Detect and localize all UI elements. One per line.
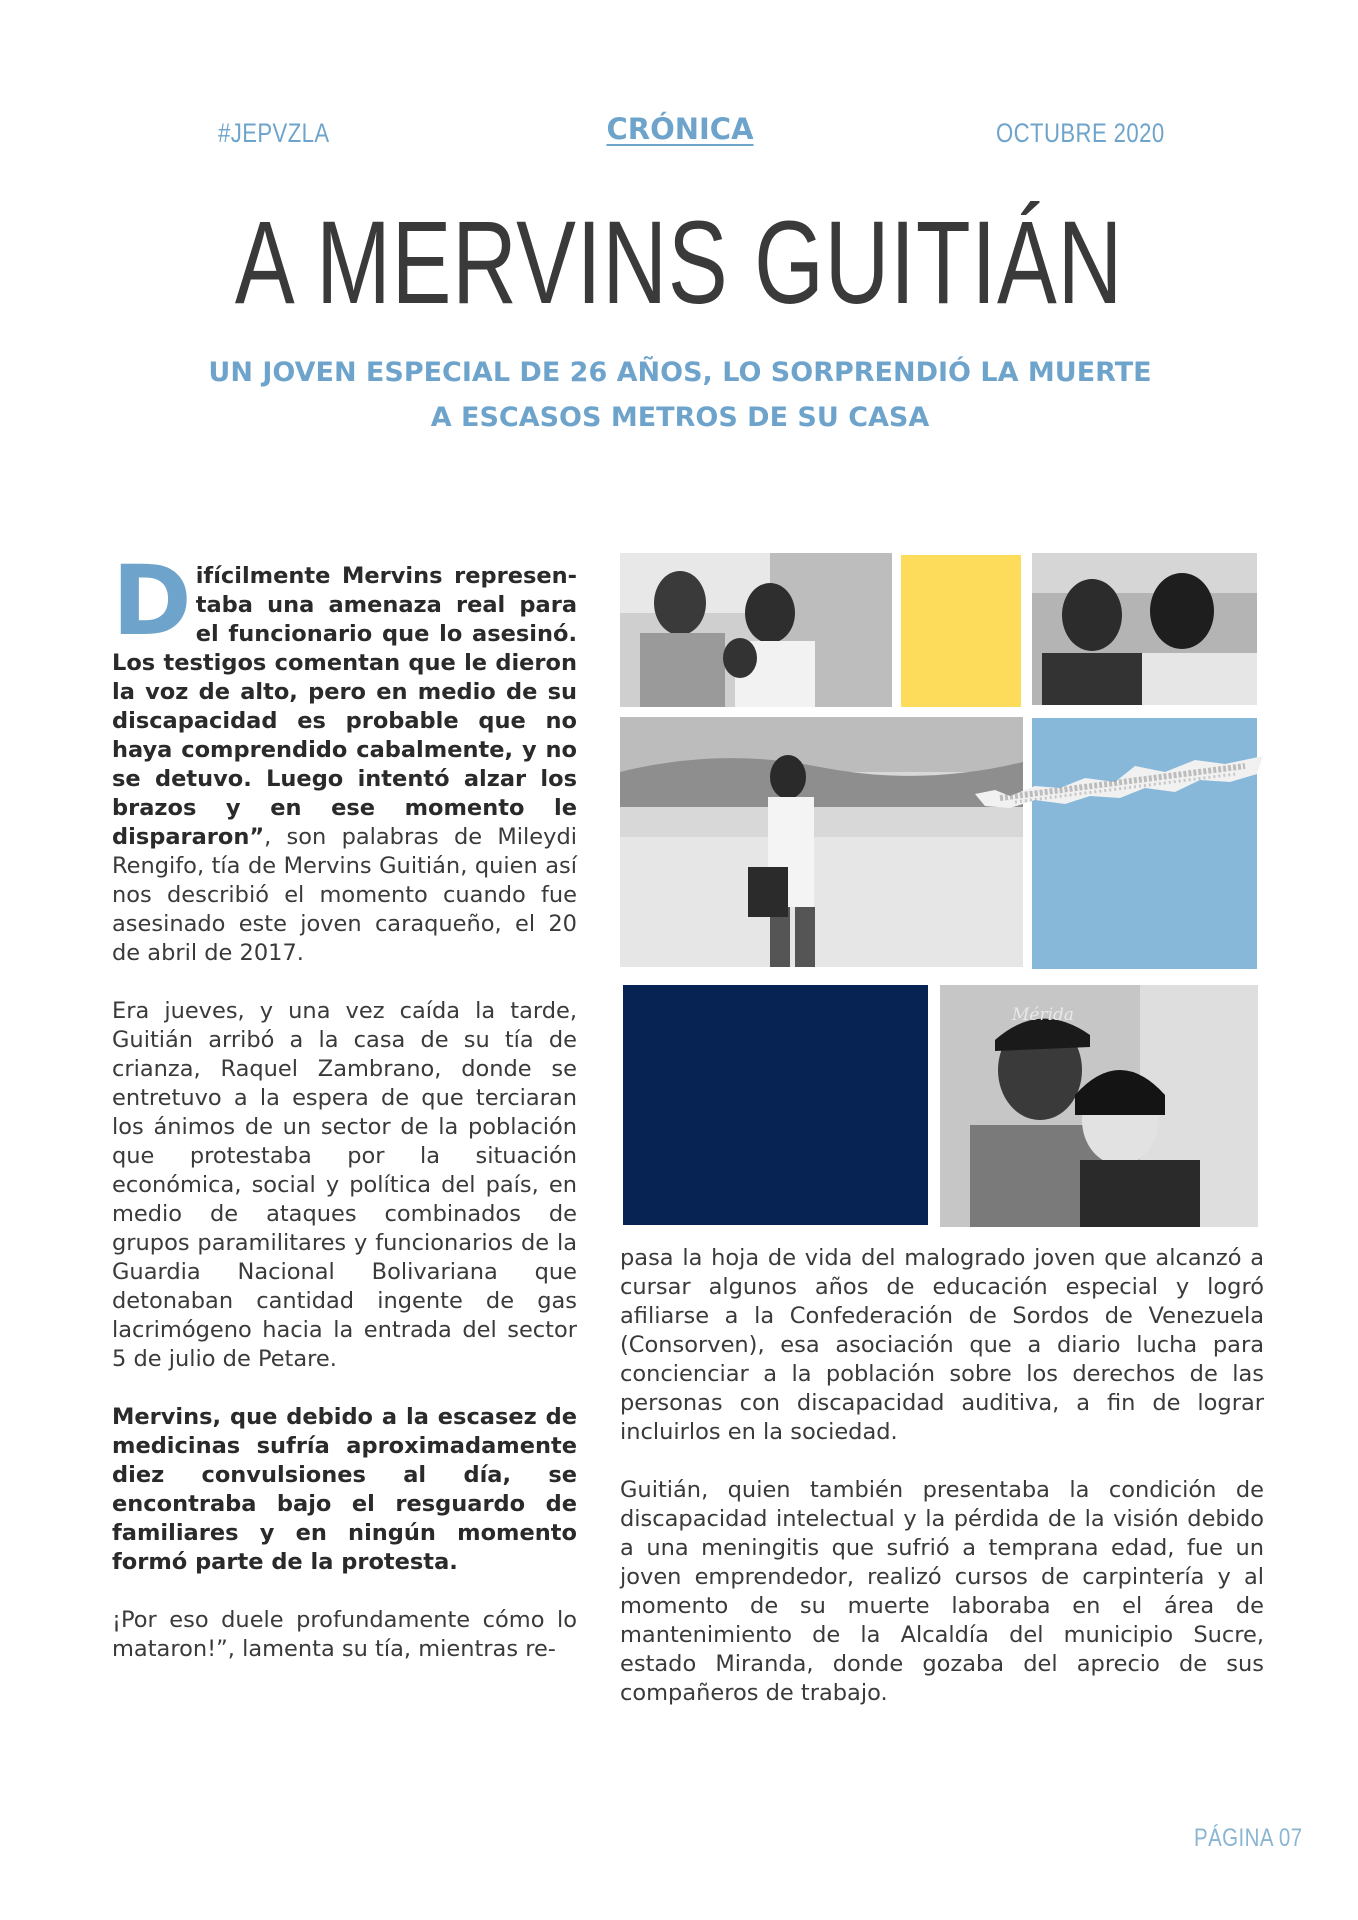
hashtag: #JEPVZLA (218, 118, 330, 148)
paragraph-4: ¡Por eso duele profundamente cómo lo mataron!”, lamenta su tía, mientras re- (112, 1607, 577, 1662)
paragraph-6: Guitián, quien también presentaba la condición de discapacidad intelectual y la pérdida de la visión debido a una meningitis que sufrió a temprana edad, fue un joven emprendedor, realizó cursos de carpintería y al momento de su muerte laboraba en el área de mantenimiento de la Alcaldía del municipio Sucre, estado Miranda, donde gozaba del aprecio de sus compañeros de trabajo. (620, 1477, 1264, 1706)
section-label: CRÓNICA (606, 112, 754, 146)
family-photo (620, 553, 892, 707)
subtitle (130, 350, 1230, 440)
paragraph-1-rest: , son palabras de Mileydi Rengifo, tía de Mervins Guitián, quien así nos describió el momento cuando fue asesinado este joven caraqueño, el 20 de abril de 2017. (112, 824, 577, 966)
page-title: A MERVINS GUITIÁN (234, 197, 1124, 329)
paragraph-3 (112, 1403, 577, 1577)
subtitle-line-1: UN JOVEN ESPECIAL DE 26 AÑOS, LO SORPRENDIÓ LA MUERTE (208, 357, 1152, 388)
issue-date: OCTUBRE 2020 (996, 118, 1165, 148)
portrait-photo (940, 985, 1258, 1227)
paragraph-2: Era jueves, y una vez caída la tarde, Guitián arribó a la casa de su tía de crianza, Raquel Zambrano, donde se entretuvo a la espera de que terciaran los ánimos de un sector de la población que protestaba por la situación económica, social y política del país, en medio de ataques combinados de grupos paramilitares y funcionarios de la Guardia Nacional Bolivariana que detonaban cantidad ingente de gas lacrimógeno hacia la entrada del sector 5 de julio de Petare. (112, 998, 577, 1372)
friends-photo (1032, 553, 1257, 705)
torn-paper-strip (975, 752, 1263, 814)
page-number: PÁGINA 07 (1194, 1824, 1303, 1852)
portrait-photo-image (940, 985, 1258, 1227)
family-photo-image (620, 553, 892, 707)
friends-photo-image (1032, 553, 1257, 705)
paragraph-5: pasa la hoja de vida del malogrado joven que alcanzó a cursar algunos años de educación especial y logró afiliarse a la Confederación de Sordos de Venezuela (Consorven), esa asociación que a diario lucha para concienciar a la población sobre los derechos de las personas con discapacidad auditiva, a fin de lograr incluirlos en la sociedad. (620, 1245, 1264, 1445)
paragraph-1 (112, 545, 577, 968)
article-left-column (112, 545, 577, 1693)
article-right-column (620, 1244, 1264, 1737)
subtitle-line-2: A ESCASOS METROS DE SU CASA (430, 402, 930, 433)
yellow-block (901, 555, 1021, 707)
drop-cap: D (112, 545, 192, 657)
beach-photo (620, 717, 1023, 967)
navy-block (623, 985, 928, 1225)
beach-photo-image (620, 717, 1023, 967)
paragraph-3-bold: Mervins, que debido a la escasez de medicinas sufría aproximadamente diez convulsiones al día, se encontraba bajo el resguardo de familiares y en ningún momento formó parte de la protesta. (112, 1404, 577, 1575)
paragraph-1-bold: ifícilmente Mervins represen-taba una amenaza real para el funcionario que lo asesinó. Los testigos comentan que le dieron la voz de alto, pero en medio de su discapacidad es probable que no haya comprendido cabalmente, y no se detuvo. Luego intentó alzar los brazos y en ese momento le dispararon” (112, 563, 577, 850)
cap-logo-text: Mérida (1012, 1005, 1075, 1025)
